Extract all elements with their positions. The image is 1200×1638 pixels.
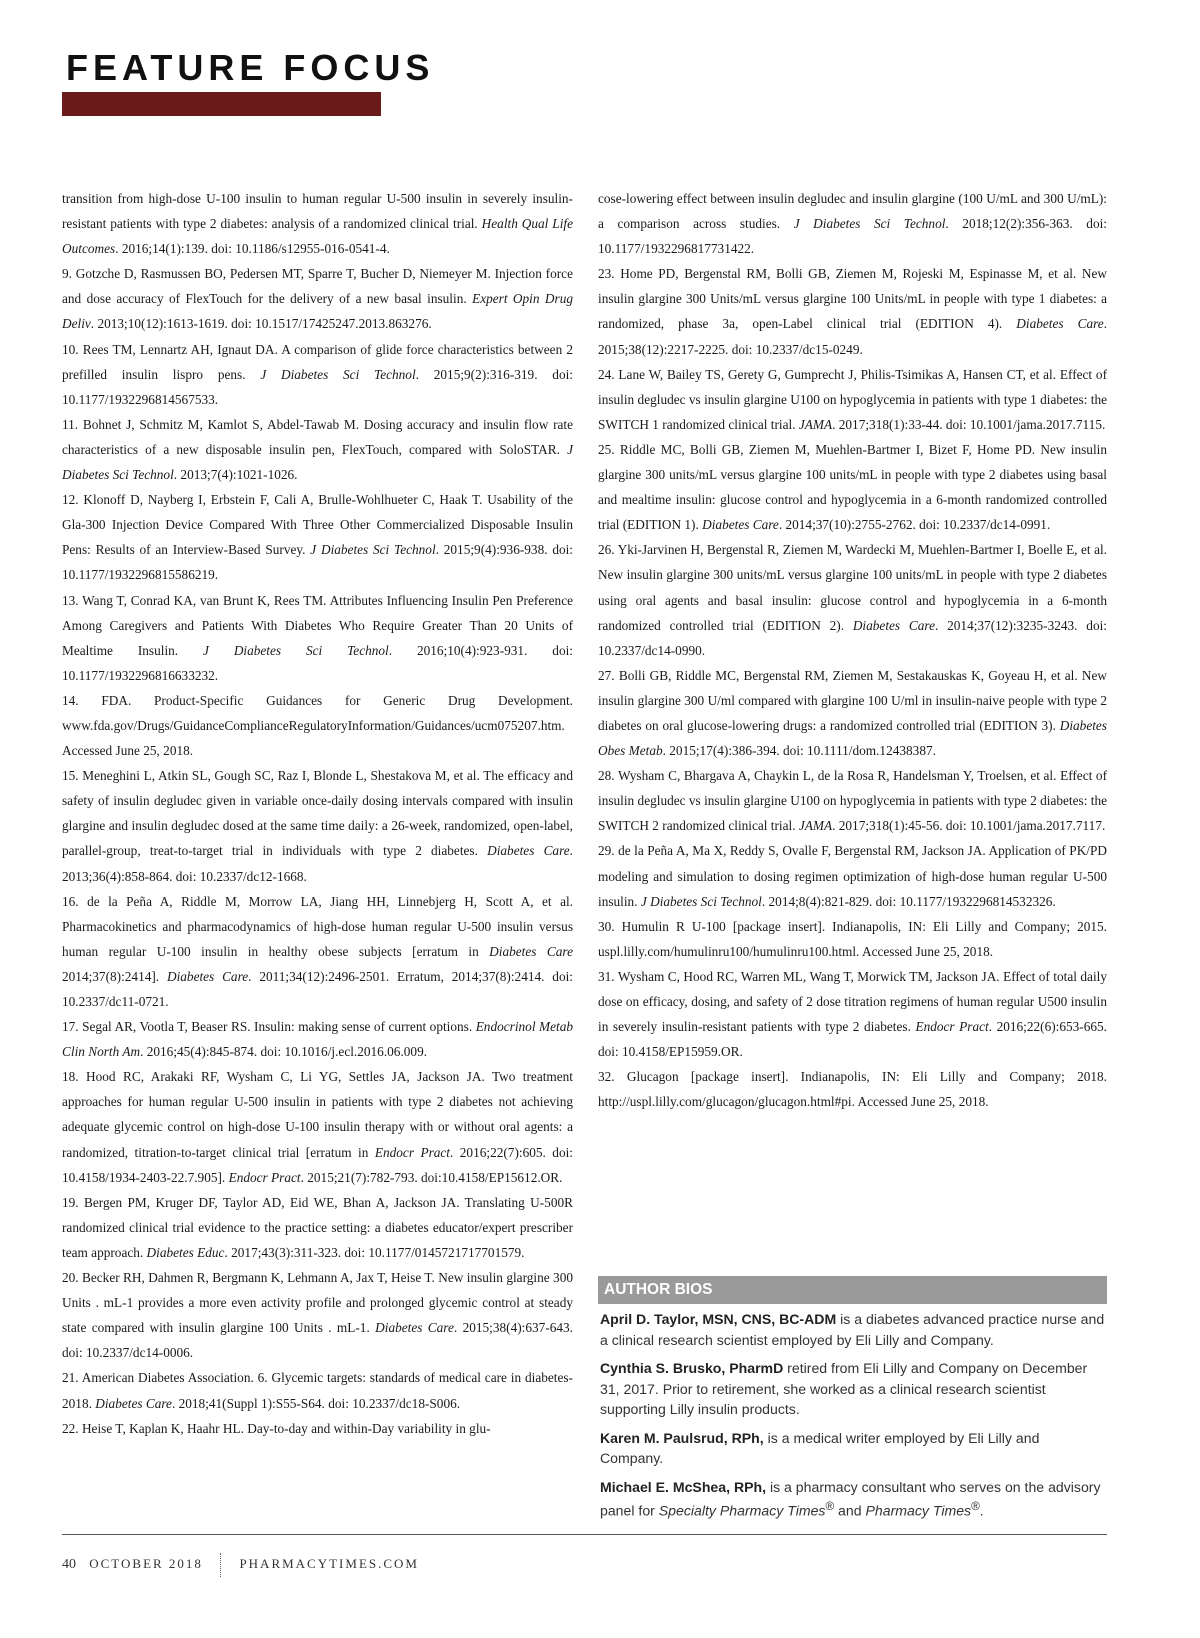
journal-title: Diabetes Care [375, 1320, 454, 1336]
journal-title: Diabetes Care [487, 843, 570, 859]
site-link[interactable]: PHARMACYTIMES.COM [239, 1555, 419, 1571]
reference-text: . 2016;22(6):653-665. doi: 10.4158/EP15959.OR. [598, 1019, 1108, 1060]
author-bio [598, 1477, 1107, 1522]
author-bio-text: is a pharmacy consultant who serves on the advisory panel for [600, 1478, 1101, 1519]
reference-text: 28. Wysham C, Bhargava A, Chaykin L, de la Rosa R, Handelsman Y, Troelsen, et al. Effect of insulin degludec vs insulin glargine U100 on hypoglycemia in patients with type 2 diabetes: the SWITCH 2 randomized clinical trial. [598, 768, 1107, 834]
section-title: FEATURE FOCUS [66, 47, 435, 88]
journal-title: Diabetes Care [702, 517, 779, 533]
reference-text: 14. FDA. Product-Specific Guidances for Generic Drug Development. www.fda.gov/Drugs/GuidanceComplianceRegulatoryInformation/Guidances/ucm075207.htm. Accessed June 25, 2018. [62, 692, 573, 759]
author-name: Cynthia S. Brusko, PharmD [600, 1360, 784, 1376]
reference-item [62, 889, 573, 1014]
reference-text: . 2017;318(1):33-44. doi: 10.1001/jama.2017.7115. [832, 416, 1106, 432]
reference-item [598, 1064, 1107, 1114]
reference-text: 30. Humulin R U-100 [package insert]. Indianapolis, IN: Eli Lilly and Company; 2015. uspl.lilly.com/humulinru100/humulinru100.html. Accessed June 25, 2018. [598, 918, 1107, 959]
journal-title: J Diabetes Sci Technol [793, 216, 946, 232]
author-bio-text: is a medical writer employed by Eli Lilly and Company. [600, 1429, 1040, 1466]
reference-text: 26. Yki-Jarvinen H, Bergenstal R, Ziemen M, Wardecki M, Muehlen-Bartmer I, Boelle E, et al. New insulin glargine 300 units/mL versus glargine 100 units/mL in people with type 2 diabetes using oral agents and basal insulin: glucose control and hypoglycemia in a 6-month randomized controlled trial (EDITION 2). [598, 542, 1107, 633]
journal-title: Expert Opin Drug Deliv [62, 291, 573, 332]
journal-title: Pharmacy Times [865, 1502, 972, 1519]
reference-text: 19. Bergen PM, Kruger DF, Taylor AD, Eid WE, Bhan A, Jackson JA. Translating U-500R randomized clinical trial evidence to the practice setting: a diabetes educator/expert prescriber team approach. [62, 1194, 573, 1260]
reference-text: . 2018;12(2):356-363. doi: 10.1177/1932296817731422. [598, 216, 1107, 257]
reference-text: . 2011;34(12):2496-2501. Erratum, 2014;37(8):2414. doi: 10.2337/dc11-0721. [62, 968, 573, 1009]
reference-item [598, 537, 1107, 662]
reference-item [62, 1190, 573, 1265]
issue-date: OCTOBER 2018 [89, 1555, 203, 1571]
journal-title: Endocr Pract [374, 1144, 450, 1160]
journal-title: Endocrinol Metab Clin North Am [62, 1019, 574, 1060]
reference-text: 17. Segal AR, Vootla T, Beaser RS. Insulin: making sense of current options. [62, 1019, 476, 1035]
journal-title: Diabetes Care [489, 943, 573, 959]
footer-separator [220, 1553, 222, 1577]
reference-text: . 2016;45(4):845-874. doi: 10.1016/j.ecl.2016.06.009. [140, 1044, 428, 1060]
journal-title: J Diabetes Sci Technol [260, 366, 416, 382]
reference-item [598, 914, 1107, 964]
reference-text: . 2016;10(4):923-931. doi: 10.1177/1932296816633232. [62, 642, 573, 683]
reference-text: . 2015;9(2):316-319. doi: 10.1177/1932296814567533. [62, 366, 573, 407]
author-name: Karen M. Paulsrud, RPh, [600, 1429, 764, 1446]
author-bio [598, 1358, 1107, 1420]
reference-text: . 2017;318(1):45-56. doi: 10.1001/jama.2017.7117. [832, 818, 1106, 834]
reference-text: 32. Glucagon [package insert]. Indianapolis, IN: Eli Lilly and Company; 2018. http://uspl.lilly.com/glucagon/glucagon.html#pi. Accessed June 25, 2018. [598, 1069, 1107, 1110]
reference-item [62, 1064, 573, 1189]
reference-text: . 2016;14(1):139. doi: 10.1186/s12955-016-0541-4. [115, 241, 390, 257]
reference-text: . 2013;10(12):1613-1619. doi: 10.1517/17425247.2013.863276. [90, 316, 432, 332]
reference-text: . 2015;38(12):2217-2225. doi: 10.2337/dc15-0249. [598, 316, 1108, 357]
reference-text: . 2013;36(4):858-864. doi: 10.2337/dc12-1668. [62, 843, 573, 884]
reference-text: 9. Gotzche D, Rasmussen BO, Pedersen MT, Sparre T, Bucher D, Niemeyer M. Injection force and dose accuracy of FlexTouch for the delivery of a new basal insulin. [62, 266, 573, 307]
reference-text: 21. American Diabetes Association. 6. Glycemic targets: standards of medical care in diabetes-2018. [62, 1370, 573, 1411]
journal-title: J Diabetes Sci Technol [640, 893, 762, 909]
author-bio [598, 1309, 1107, 1350]
registered-mark: ® [825, 1500, 835, 1513]
journal-title: Diabetes Care [1016, 316, 1104, 332]
section-title-bar [62, 92, 381, 116]
reference-item [62, 1365, 573, 1415]
reference-text: 27. Bolli GB, Riddle MC, Bergenstal RM, Ziemen M, Sestakauskas K, Goyeau H, et al. New insulin glargine 300 U/ml compared with glargine 100 U/ml in insulin-naive people with type 2 diabetes on oral glucose-lowering drugs: a randomized controlled trial (EDITION 3). [598, 667, 1107, 733]
reference-item [62, 588, 573, 688]
reference-text: 25. Riddle MC, Bolli GB, Ziemen M, Muehlen-Bartmer I, Bizet F, Home PD. New insulin glargine 300 units/mL versus glargine 100 units/mL in people with type 2 diabetes using basal and mealtime insulin: glucose control and hypoglycemia in a 6-month randomized controlled trial (EDITION 1). [598, 441, 1107, 533]
footer-divider [62, 1534, 1107, 1535]
reference-item [62, 688, 573, 763]
reference-text: 12. Klonoff D, Nayberg I, Erbstein F, Cali A, Brulle-Wohlhueter C, Haak T. Usability of the Gla-300 Injection Device Compared With Three Other Commercialized Disposable Insulin Pens: Results of an Interview-Based Survey. [62, 492, 573, 558]
journal-title: J Diabetes Sci Technol [310, 542, 436, 558]
reference-item [598, 838, 1107, 913]
reference-text: . 2016;22(7):605. doi: 10.4158/1934-2403-22.7.905]. [62, 1144, 573, 1185]
reference-item [62, 1265, 573, 1365]
reference-text: 22. Heise T, Kaplan K, Haahr HL. Day-to-day and within-Day variability in glu- [62, 1420, 491, 1436]
author-bios-heading: AUTHOR BIOS [598, 1276, 1107, 1304]
journal-title: Health Qual Life Outcomes [62, 216, 573, 257]
reference-text: 13. Wang T, Conrad KA, van Brunt K, Rees TM. Attributes Influencing Insulin Pen Preference Among Caregivers and Patients With Diabetes Who Require Greater Than 20 Units of Mealtime Insulin. [62, 592, 573, 658]
journal-title: JAMA [798, 416, 833, 432]
reference-text: 24. Lane W, Bailey TS, Gerety G, Gumprecht J, Philis-Tsimikas A, Hansen CT, et al. Effect of insulin degludec vs insulin glargine U100 on hypoglycemia in patients with type 1 diabetes: the SWITCH 1 randomized clinical trial. [598, 366, 1107, 432]
page-footer [62, 1553, 419, 1577]
reference-text: . 2015;38(4):637-643. doi: 10.2337/dc14-0006. [62, 1320, 574, 1361]
reference-text: . 2013;7(4):1021-1026. [173, 467, 298, 483]
reference-text: 11. Bohnet J, Schmitz M, Kamlot S, Abdel-Tawab M. Dosing accuracy and insulin flow rate characteristics of a new disposable insulin pen, FlexTouch, compared with SoloSTAR. [62, 416, 573, 457]
journal-title: J Diabetes Sci Technol [62, 441, 573, 483]
reference-item [598, 261, 1107, 361]
reference-item [598, 186, 1107, 261]
reference-item [62, 1416, 573, 1441]
reference-item [62, 1014, 573, 1064]
reference-item [62, 261, 573, 336]
reference-item [62, 487, 573, 587]
journal-title: Endocr Pract [228, 1169, 301, 1185]
reference-text: cose-lowering effect between insulin degludec and insulin glargine (100 U/mL and 300 U/mL): a comparison across studies. [598, 191, 1107, 232]
journal-title: JAMA [798, 818, 833, 834]
reference-text: . 2014;37(12):3235-3243. doi: 10.2337/dc14-0990. [598, 617, 1107, 658]
journal-title: Specialty Pharmacy Times [658, 1502, 826, 1519]
reference-text: 29. de la Peña A, Ma X, Reddy S, Ovalle F, Bergenstal RM, Jackson JA. Application of PK/PD modeling and simulation to dosing regimen optimization of high-dose human regular U-500 insulin. [598, 843, 1107, 909]
reference-text: . 2018;41(Suppl 1):S55-S64. doi: 10.2337/dc18-S006. [171, 1395, 461, 1411]
author-bio-text: is a diabetes advanced practice nurse and a clinical research scientist employed by Eli Lilly and Company. [600, 1311, 1105, 1348]
author-name: April D. Taylor, MSN, CNS, BC-ADM [600, 1311, 837, 1327]
journal-title: Diabetes Obes Metab [598, 717, 1107, 759]
reference-text: . 2015;17(4):386-394. doi: 10.1111/dom.12438387. [662, 743, 936, 759]
reference-text: 15. Meneghini L, Atkin SL, Gough SC, Raz I, Blonde L, Shestakova M, et al. The efficacy and safety of insulin degludec given in variable once-daily dosing intervals compared with insulin glargine and insulin degludec dosed at the same time daily: a 26-week, randomized, open-label, parallel-group, treat-to-target trial in individuals with type 2 diabetes. [62, 768, 573, 859]
reference-text: . 2014;37(10):2755-2762. doi: 10.2337/dc14-0991. [778, 517, 1051, 533]
reference-item [598, 663, 1107, 763]
reference-item [62, 763, 573, 888]
journal-title: Diabetes Care [166, 968, 249, 984]
reference-text: . 2014;8(4):821-829. doi: 10.1177/1932296814532326. [761, 893, 1056, 909]
journal-title: Diabetes Care [95, 1395, 172, 1411]
reference-text: transition from high-dose U-100 insulin to human regular U-500 insulin in severely insulin-resistant patients with type 2 diabetes: analysis of a randomized clinical trial. [62, 191, 573, 232]
author-bio-text: and [834, 1502, 866, 1519]
journal-title: Diabetes Educ [146, 1244, 225, 1260]
reference-text: 18. Hood RC, Arakaki RF, Wysham C, Li YG, Settles JA, Jackson JA. Two treatment approaches for human regular U-500 insulin in patients with type 2 diabetes not achieving adequate glycemic control on high-dose U-100 insulin therapy with or without oral agents: a randomized, titration-to-target clinical trial [erratum in [62, 1069, 573, 1160]
author-name: Michael E. McShea, RPh, [600, 1478, 767, 1495]
reference-item [62, 186, 573, 261]
reference-item [598, 964, 1107, 1064]
reference-text: . 2015;21(7):782-793. doi:10.4158/EP15612.OR. [300, 1169, 563, 1185]
reference-item [598, 362, 1107, 437]
reference-text: 20. Becker RH, Dahmen R, Bergmann K, Lehmann A, Jax T, Heise T. New insulin glargine 300 Units . mL-1 provides a more even activity profile and prolonged glycemic control at steady state compared with insulin glargine 100 Units . mL-1. [62, 1270, 573, 1336]
reference-text: 10. Rees TM, Lennartz AH, Ignaut DA. A comparison of glide force characteristics between 2 prefilled insulin lispro pens. [62, 341, 573, 382]
reference-text: 2014;37(8):2414]. [62, 968, 167, 984]
author-bio-text: . [979, 1502, 984, 1519]
reference-text: 16. de la Peña A, Riddle M, Morrow LA, Jiang HH, Linnebjerg H, Scott A, et al. Pharmacokinetics and pharmacodynamics of high-dose human regular U-500 insulin versus human regular U-100 insulin in healthy obese subjects [erratum in [62, 893, 573, 959]
author-bio-text: retired from Eli Lilly and Company on December 31, 2017. Prior to retirement, she worked as a clinical research scientist supporting Lilly insulin products. [600, 1360, 1088, 1417]
reference-item [598, 437, 1107, 537]
references-right-column [598, 186, 1107, 1114]
references-left-column [62, 186, 573, 1441]
journal-title: Diabetes Care [852, 617, 935, 633]
page-number: 40 [62, 1556, 76, 1572]
reference-item [62, 412, 573, 487]
reference-text: 23. Home PD, Bergenstal RM, Bolli GB, Ziemen M, Rojeski M, Espinasse M, et al. New insulin glargine 300 Units/mL versus glargine 100 Units/mL in people with type 1 diabetes: a randomized, phase 3a, open-Label clinical trial (EDITION 4). [598, 266, 1107, 332]
author-bios [598, 1276, 1107, 1529]
reference-text: 31. Wysham C, Hood RC, Warren ML, Wang T, Morwick TM, Jackson JA. Effect of total daily dose on efficacy, dosing, and safety of 2 dose titration regimens of human regular U500 insulin in severely insulin-resistant patients with type 2 diabetes. [598, 968, 1107, 1035]
reference-item [62, 337, 573, 412]
journal-title: Endocr Pract [915, 1019, 989, 1035]
reference-text: . 2017;43(3):311-323. doi: 10.1177/0145721717701579. [224, 1244, 525, 1260]
registered-mark: ® [971, 1500, 980, 1513]
reference-item [598, 763, 1107, 838]
journal-title: J Diabetes Sci Technol [203, 642, 389, 658]
author-bio [598, 1428, 1107, 1469]
reference-text: . 2015;9(4):936-938. doi: 10.1177/1932296815586219. [62, 542, 574, 583]
